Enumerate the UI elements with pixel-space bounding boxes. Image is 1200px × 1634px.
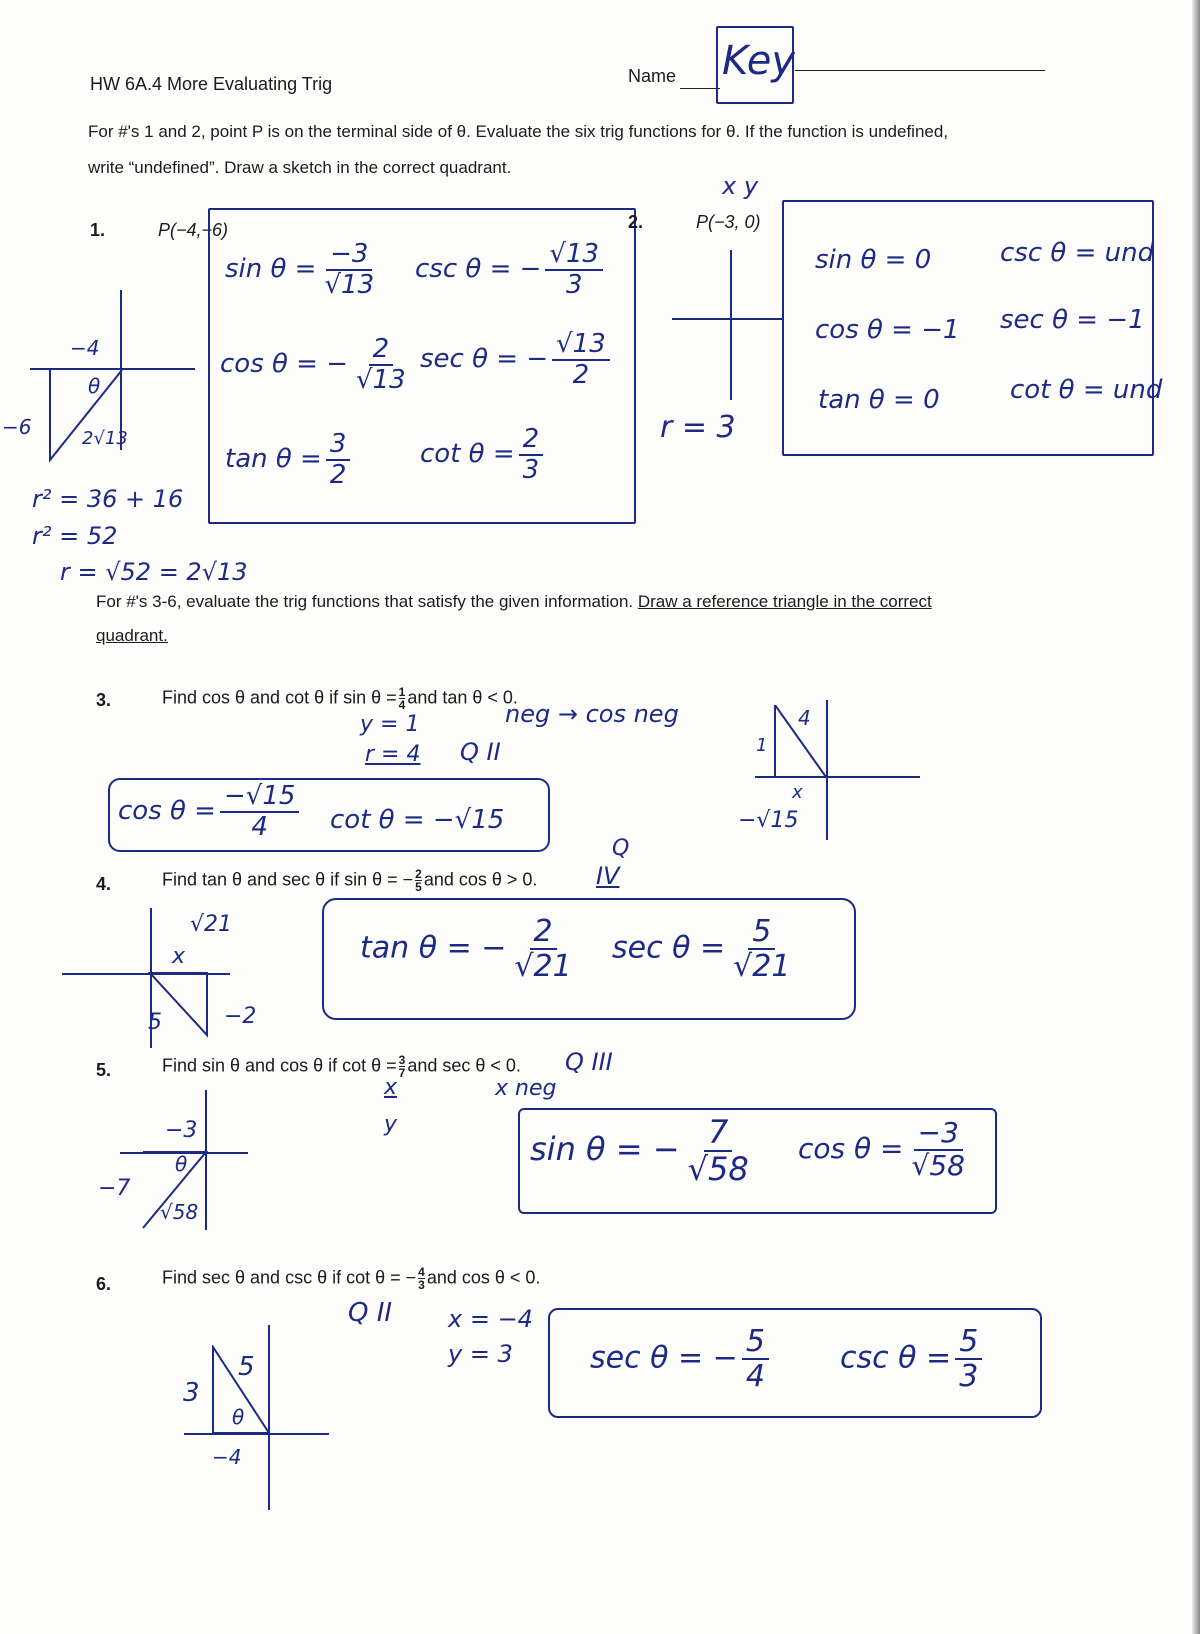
p4-x-value: √21 (190, 912, 233, 937)
p3-x-value: −√15 (738, 808, 799, 833)
p4-sec[interactable]: sec θ = $\frac{5}{√21}$ (612, 914, 791, 984)
p5-theta-label: θ (175, 1152, 188, 1176)
p5-x-label: −3 (165, 1118, 198, 1143)
p4-x-label: x (172, 944, 186, 969)
p6-x-label: −4 (212, 1445, 242, 1469)
p6-note-x: x = −4 (448, 1305, 533, 1333)
problem-1-number: 1. (90, 220, 106, 240)
p4-quadrant-iv: IV (596, 862, 620, 890)
name-line (680, 88, 720, 89)
p2-x-axis (672, 318, 782, 320)
p3-r-label: 4 (798, 706, 811, 730)
p1-cot[interactable]: cot θ = $\frac{2}{3}$ (420, 425, 547, 484)
p4-r-label: 5 (148, 1010, 162, 1035)
name-label: Name (628, 66, 677, 86)
p2-csc[interactable]: csc θ = und (1000, 238, 1155, 268)
p2-xy-note: x y (722, 172, 759, 200)
problem-2-point: P(−3, 0) (696, 212, 761, 232)
p6-csc[interactable]: csc θ = $\frac{5}{3}$ (840, 1325, 986, 1393)
p1-cos[interactable]: cos θ = − $\frac{2}{√13}$ (220, 334, 406, 395)
p3-note-r: r = 4 (365, 742, 421, 767)
problem-4-number: 4. (96, 874, 112, 894)
p4-quadrant-q: Q (612, 836, 630, 861)
instructions-line-1: For #'s 1 and 2, point P is on the terminal side of θ. Evaluate the six trig functions for θ. If the function is undefined, (88, 122, 949, 141)
p2-sec[interactable]: sec θ = −1 (1000, 305, 1145, 335)
problem-1-point: P(−4,−6) (158, 220, 229, 240)
p1-sec[interactable]: sec θ = − $\frac{√13}{2}$ (420, 330, 614, 389)
problem-2-number: 2. (628, 212, 644, 232)
p1-work-2: r² = 52 (32, 522, 118, 550)
problem-6-question: Find sec θ and csc θ if cot θ = − $\frac{4}{3}$ and cos θ < 0. (162, 1265, 541, 1292)
p5-y-label: −7 (98, 1176, 131, 1201)
problem-5-question: Find sin θ and cos θ if cot θ = $\frac{3}{7}$ and sec θ < 0. (162, 1053, 521, 1080)
p1-tan[interactable]: tan θ = $\frac{3}{2}$ (225, 430, 354, 489)
p2-r: r = 3 (660, 410, 736, 445)
p5-note-xneg: x neg (495, 1076, 557, 1101)
p6-y-label: 3 (183, 1378, 200, 1408)
p1-x-label: −4 (70, 336, 100, 360)
p2-y-axis (730, 250, 732, 400)
p1-y-label: −6 (2, 415, 32, 439)
p5-note-y: y (384, 1112, 398, 1137)
instructions-3-6-cont: quadrant. (96, 626, 168, 645)
problem-3-question: Find cos θ and cot θ if sin θ = $\frac{1}{4}$ and tan θ < 0. (162, 685, 518, 712)
p4-tan[interactable]: tan θ = − $\frac{2}{√21}$ (360, 914, 572, 984)
p3-quadrant: Q II (460, 738, 501, 766)
worksheet-title: HW 6A.4 More Evaluating Trig (90, 74, 333, 94)
problem-4-question: Find tan θ and sec θ if sin θ = − $\frac{2}{5}$ and cos θ > 0. (162, 867, 538, 894)
p3-note-y: y = 1 (360, 712, 420, 737)
p2-cos[interactable]: cos θ = −1 (815, 315, 960, 345)
p1-r-label: 2√13 (82, 428, 128, 449)
name-value[interactable]: Key (722, 38, 796, 84)
p5-quadrant: Q III (565, 1048, 613, 1076)
p6-r-label: 5 (238, 1352, 255, 1382)
p2-sin[interactable]: sin θ = 0 (815, 245, 932, 275)
p1-theta-label: θ (88, 374, 101, 398)
p1-reference-triangle (40, 360, 130, 470)
instructions-line-2: write “undefined”. Draw a sketch in the correct quadrant. (88, 158, 512, 177)
problem-3-number: 3. (96, 690, 112, 710)
scan-edge (1192, 0, 1200, 1634)
p5-sin[interactable]: sin θ = − $\frac{7}{√58}$ (530, 1113, 749, 1189)
p2-tan[interactable]: tan θ = 0 (818, 385, 940, 415)
p5-cos[interactable]: cos θ = $\frac{-3}{√58}$ (798, 1116, 965, 1182)
p2-cot[interactable]: cot θ = und (1010, 375, 1163, 405)
p1-work-1: r² = 36 + 16 (32, 485, 184, 513)
p3-y-label: 1 (756, 735, 768, 756)
p6-quadrant: Q II (348, 1298, 393, 1328)
instructions-3-6: For #'s 3-6, evaluate the trig functions that satisfy the given information. Draw a reference triangle in the correct (96, 592, 932, 611)
name-line (795, 70, 1045, 71)
p3-cos[interactable]: cos θ = $\frac{-√15}{4}$ (118, 782, 303, 841)
p6-theta-label: θ (232, 1405, 245, 1429)
p1-sin[interactable]: sin θ = $\frac{-3}{√13}$ (225, 239, 375, 300)
p3-note-neg: neg → cos neg (505, 700, 679, 728)
p3-cot[interactable]: cot θ = −√15 (330, 805, 505, 835)
p5-r-label: √58 (160, 1200, 199, 1224)
problem-5-number: 5. (96, 1060, 112, 1080)
p5-note-x: x (384, 1075, 398, 1100)
problem-6-number: 6. (96, 1274, 112, 1294)
p3-x-label: x (792, 782, 803, 803)
p6-sec[interactable]: sec θ = − $\frac{5}{4}$ (590, 1325, 773, 1393)
p4-y-label: −2 (224, 1004, 257, 1029)
p1-work-3: r = √52 = 2√13 (60, 558, 248, 586)
p6-note-y: y = 3 (448, 1340, 513, 1368)
p1-csc[interactable]: csc θ = − $\frac{√13}{3}$ (415, 240, 607, 299)
